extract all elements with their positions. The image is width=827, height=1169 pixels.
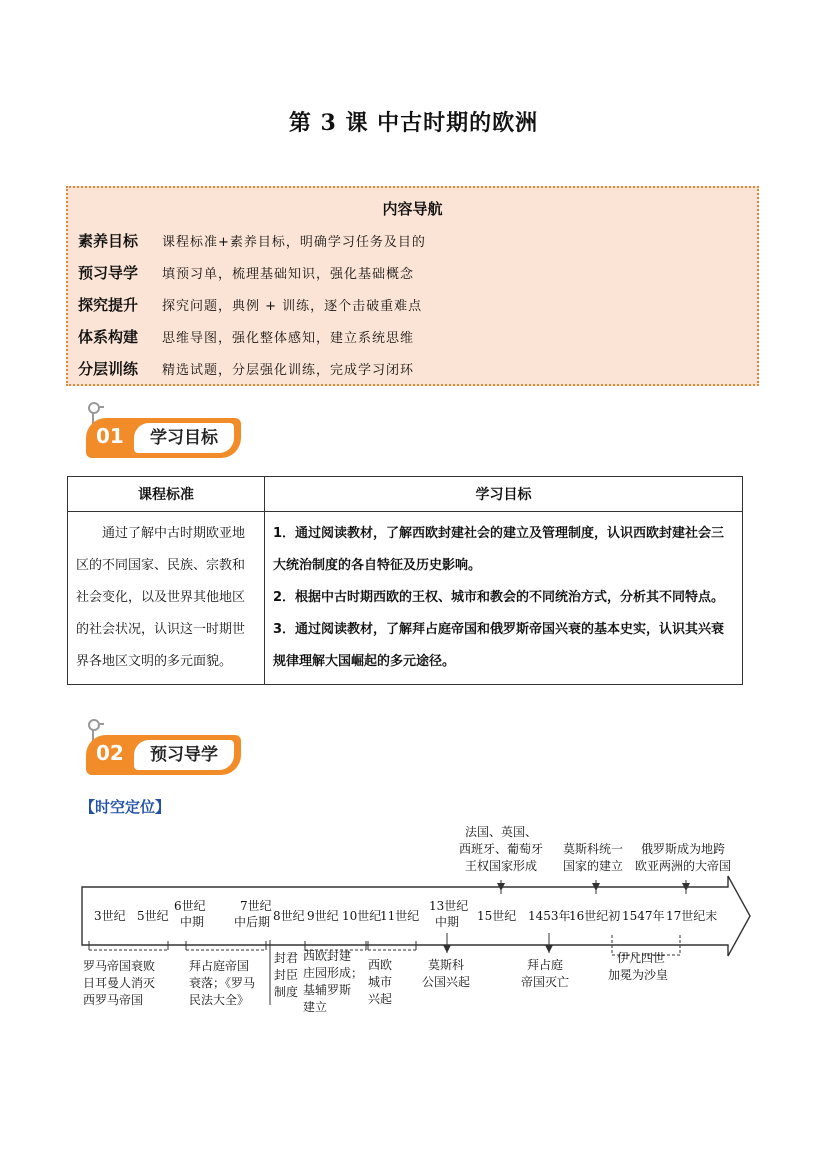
badge-number: 01 bbox=[96, 424, 124, 448]
badge-number: 02 bbox=[96, 741, 124, 765]
nav-row-desc: 精选试题，分层强化训练，完成学习闭环 bbox=[162, 363, 415, 378]
tick-label: 10世纪 bbox=[342, 909, 382, 923]
event-text: 基辅罗斯 bbox=[303, 983, 352, 997]
nav-row-label: 分层训练 bbox=[78, 360, 139, 378]
event-text: 拜占庭 bbox=[527, 958, 564, 972]
tick-label: 8世纪 bbox=[273, 909, 305, 923]
event-text: 西欧封建 bbox=[303, 949, 352, 963]
nav-row-desc: 思维导图，强化整体感知，建立系统思维 bbox=[162, 331, 415, 346]
nav-row-label: 体系构建 bbox=[78, 328, 139, 346]
event-text: 封君 bbox=[274, 951, 299, 965]
goal-item: 1．通过阅读教材，了解西欧封建社会的建立及管理制度，认识西欧封建社会三大统治制度的各自特征及历史影响。 bbox=[273, 526, 725, 573]
event-text: 罗马帝国衰败 bbox=[83, 959, 156, 973]
timeline-events-below bbox=[83, 948, 668, 1014]
event-text: 城市 bbox=[368, 975, 393, 989]
tick-label: 13世纪 bbox=[429, 899, 469, 913]
tick-label: 7世纪 bbox=[240, 899, 272, 913]
event-text: 衰落；《罗马 bbox=[189, 976, 256, 990]
tick-label: 中期 bbox=[180, 915, 205, 929]
event-text: 拜占庭帝国 bbox=[189, 959, 250, 973]
event-text: 西罗马帝国 bbox=[83, 993, 144, 1007]
tick-label: 5世纪 bbox=[137, 909, 169, 923]
badge-label: 学习目标 bbox=[134, 423, 234, 453]
tick-label: 16世纪初 bbox=[569, 909, 621, 923]
tick-label: 17世纪末 bbox=[666, 909, 718, 923]
event-text: 制度 bbox=[274, 985, 299, 999]
timeline-section-label: 【时空定位】 bbox=[80, 798, 171, 816]
event-text: 法国、英国、 bbox=[464, 825, 538, 839]
tick-label: 11世纪 bbox=[380, 909, 420, 923]
tick-label: 中后期 bbox=[234, 915, 271, 929]
badge-label: 预习导学 bbox=[134, 740, 234, 770]
tick-label: 6世纪 bbox=[174, 899, 206, 913]
event-text: 西班牙、葡萄牙 bbox=[458, 842, 544, 856]
event-text: 日耳曼人消灭 bbox=[83, 976, 156, 990]
nav-heading: 内容导航 bbox=[382, 200, 443, 218]
table-header: 学习目标 bbox=[265, 477, 743, 512]
table-header: 课程标准 bbox=[68, 477, 265, 512]
nav-row-label: 预习导学 bbox=[78, 264, 139, 282]
event-text: 庄园形成； bbox=[303, 966, 364, 980]
tick-label: 1547年 bbox=[622, 909, 665, 923]
goal-item: 2．根据中古时期西欧的王权、城市和教会的不同统治方式，分析其不同特点。 bbox=[273, 590, 725, 605]
event-text: 欧亚两洲的大帝国 bbox=[634, 859, 732, 873]
event-text: 西欧 bbox=[368, 958, 393, 972]
event-text: 兴起 bbox=[368, 992, 393, 1006]
event-text: 加冕为沙皇 bbox=[608, 968, 669, 982]
event-text: 公国兴起 bbox=[422, 975, 471, 989]
nav-row-desc: 探究问题，典例 + 训练，逐个击破重难点 bbox=[162, 299, 423, 314]
event-text: 俄罗斯成为地跨 bbox=[640, 842, 726, 856]
nav-row-label: 素养目标 bbox=[78, 232, 139, 250]
curriculum-standard-cell: 通过了解中古时期欧亚地区的不同国家、民族、宗教和社会变化，以及世界其他地区的社会状况，认识这一时期世界各地区文明的多元面貌。 bbox=[68, 512, 265, 685]
timeline-events-above bbox=[459, 824, 731, 873]
event-text: 建立 bbox=[303, 1000, 328, 1014]
nav-row-label: 探究提升 bbox=[78, 296, 139, 314]
page-title: 第 3 课 中古时期的欧洲 bbox=[288, 110, 539, 136]
event-text: 国家的建立 bbox=[562, 859, 624, 873]
event-text: 封臣 bbox=[274, 968, 299, 982]
tick-label: 1453年 bbox=[528, 909, 571, 923]
tick-label: 3世纪 bbox=[94, 909, 126, 923]
tick-label: 中期 bbox=[435, 915, 460, 929]
tick-label: 15世纪 bbox=[477, 909, 517, 923]
goal-item: 3．通过阅读教材，了解拜占庭帝国和俄罗斯帝国兴衰的基本史实，认识其兴衰规律理解大国崛起的多元途径。 bbox=[273, 622, 725, 669]
event-text: 王权国家形成 bbox=[464, 859, 538, 873]
tick-label: 9世纪 bbox=[307, 909, 339, 923]
event-text: 民法大全》 bbox=[189, 993, 250, 1007]
event-text: 帝国灭亡 bbox=[521, 975, 570, 989]
event-text: 莫斯科 bbox=[428, 958, 465, 972]
event-text: 伊凡四世 bbox=[617, 951, 666, 965]
nav-row-desc: 填预习单，梳理基础知识，强化基础概念 bbox=[162, 267, 415, 282]
nav-row-desc: 课程标准+素养目标，明确学习任务及目的 bbox=[162, 235, 426, 250]
event-text: 莫斯科统一 bbox=[562, 842, 624, 856]
